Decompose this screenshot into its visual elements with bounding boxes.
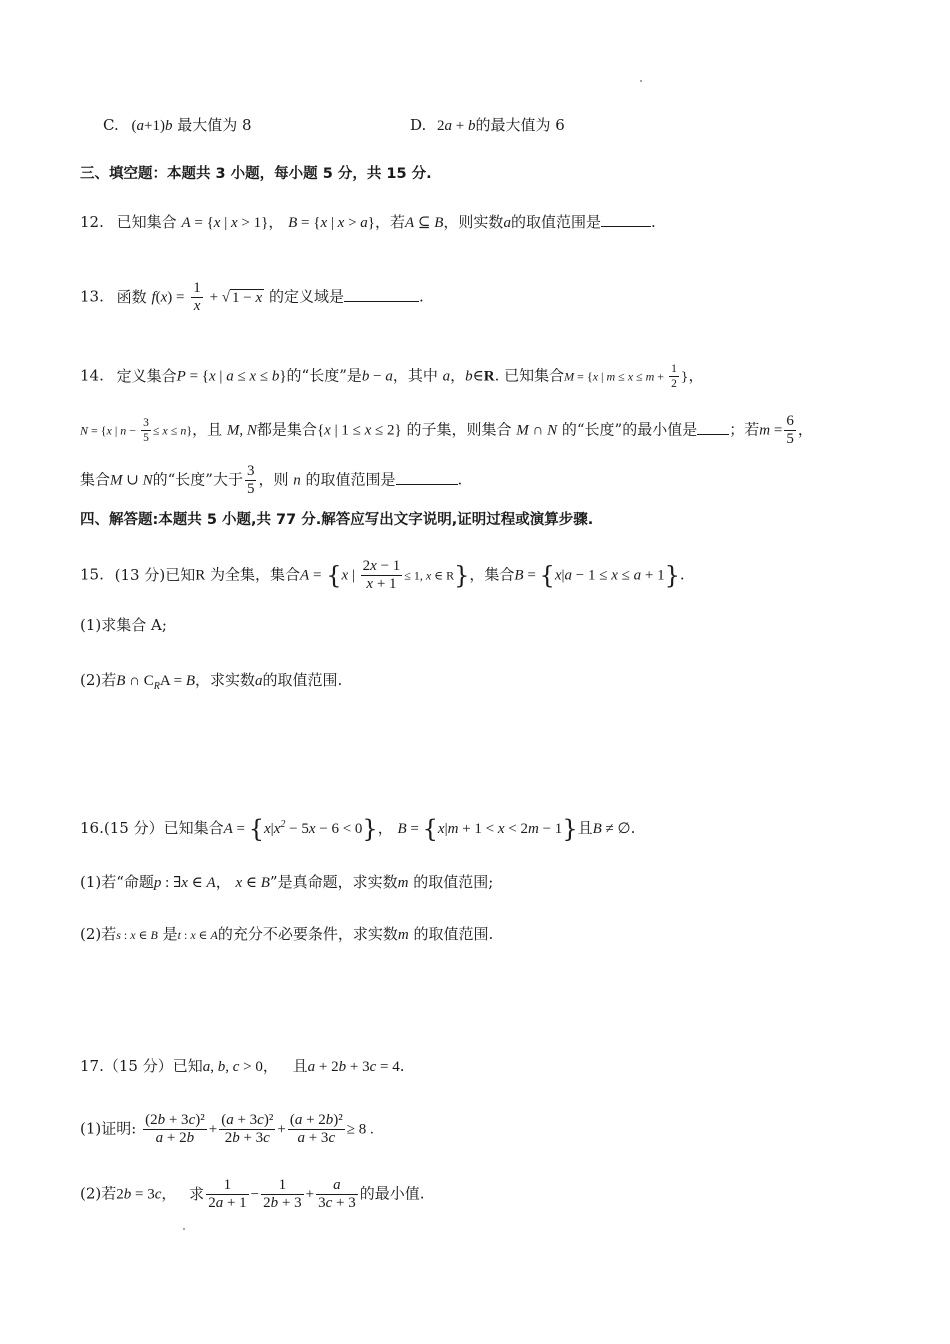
section-3-heading: 三、填空题：本题共 3 小题，每小题 5 分，共 15 分. (80, 166, 432, 182)
q13-answer-blank[interactable] (344, 287, 419, 302)
q14-m-fraction: $\frac{6}{5}$ (786, 413, 794, 447)
q17-fraction-2: $\frac{\text{(a + 3c)²}}{2b + 3c}$ (221, 1112, 274, 1146)
question-17-part-1: (1)证明: $\frac{\text{(2b + 3c)²}}{a + 2b}$ + $\frac{\text{(a + 3c)²}}{2b + 3c}$ + $\frac{\text{(a + 2b)²}}{a + 3c}$ ≥ 8 . (80, 1112, 374, 1146)
q14-length-fraction: $\frac{3}{5}$ (246, 463, 255, 497)
q17-fraction-5: $\frac{1}{2b + 3}$ (263, 1177, 302, 1211)
question-16-part-1: (1)若“命题p : ∃x ∈ A， x ∈ B”是真命题，求实数m 的取值范围; (80, 873, 494, 891)
question-15-part-2: (2)若B ∩ $C_RA = B$，求实数a的取值范围. (80, 671, 343, 692)
q15-fraction: $\frac{2x - 1}{x + 1}$ (362, 558, 401, 592)
q12-answer-blank[interactable] (601, 212, 651, 227)
q17-fraction-1: $\frac{\text{(2b + 3c)²}}{a + 2b}$ (145, 1112, 205, 1146)
question-15-part-1: (1)求集合 A; (80, 616, 167, 634)
q14-answer-blank-2[interactable] (396, 470, 458, 485)
question-17-part-2: (2)若2b = 3c， 求 $\frac{1}{2a + 1}$ − $\frac{1}{2b + 3}$ + $\frac{a}{3c + 3}$ 的最小值. (80, 1177, 425, 1211)
question-13: 13. 函数 f(x) = $\frac{1}{x}$ + √ 1 − x 的定义域是 . (80, 280, 424, 314)
question-15: 15. (13 分)已知R 为全集，集合A = {x | $\frac{2x - 1}{x + 1}$ ≤ 1, x ∈ R}，集合B = {x|a − 1 ≤ x ≤ a + 1}. (80, 558, 685, 592)
question-16: 16.(15 分）已知集合$A = \{x|x^2 - 5x - 6 < 0\}$， B = {x|m + 1 < x < 2m − 1}且B ≠ ∅. (80, 815, 636, 843)
q14-answer-blank-1[interactable] (697, 420, 729, 435)
q17-fraction-3: $\frac{\text{(a + 2b)²}}{a + 3c}$ (289, 1112, 343, 1146)
section-4-heading: 四、解答题:本题共 5 小题,共 77 分.解答应写出文字说明,证明过程或演算步骤. (80, 512, 594, 528)
option-c: C. (a+1)b 最大值为 8 (103, 116, 252, 134)
q17-fraction-6: $\frac{a}{3c + 3}$ (318, 1177, 356, 1211)
scan-dot-bottom (183, 1228, 185, 1230)
question-14-line-3: 集合M ∪ N的“长度”大于 $\frac{3}{5}$ ，则 n 的取值范围是 . (80, 463, 463, 497)
question-14-line-1: 14. 定义集合P = {x | a ≤ x ≤ b}的“长度”是b − a，其中 a，b∈R. 已知集合M = {x | m ≤ x ≤ m + $\frac{1}{2}$ }， (80, 363, 704, 390)
option-d: D. 2a + b的最大值为 6 (410, 116, 565, 134)
q13-fraction: $\frac{1}{x}$ (193, 280, 201, 314)
question-14-line-2: N = {x | n − $\frac{3}{5}$ ≤ x ≤ n}，且 M, N都是集合{x | 1 ≤ x ≤ 2} 的子集，则集合 M ∩ N 的“长度”的最小值是 ；若m = $\frac{6}{5}$ ， (80, 413, 813, 447)
question-17: 17.（15 分）已知a, b, c > 0， 且a + 2b + 3c = 4. (80, 1057, 405, 1075)
question-12: 12. 已知集合 A = {x | x > 1}， B = {x | x > a}，若A ⊆ B，则实数a的取值范围是 . (80, 213, 656, 231)
question-16-part-2: (2)若s : x ∈ B 是t : x ∈ A的充分不必要条件，求实数m 的取值范围. (80, 925, 494, 943)
scan-dot (640, 80, 642, 82)
q17-fraction-4: $\frac{1}{2a + 1}$ (208, 1177, 247, 1211)
